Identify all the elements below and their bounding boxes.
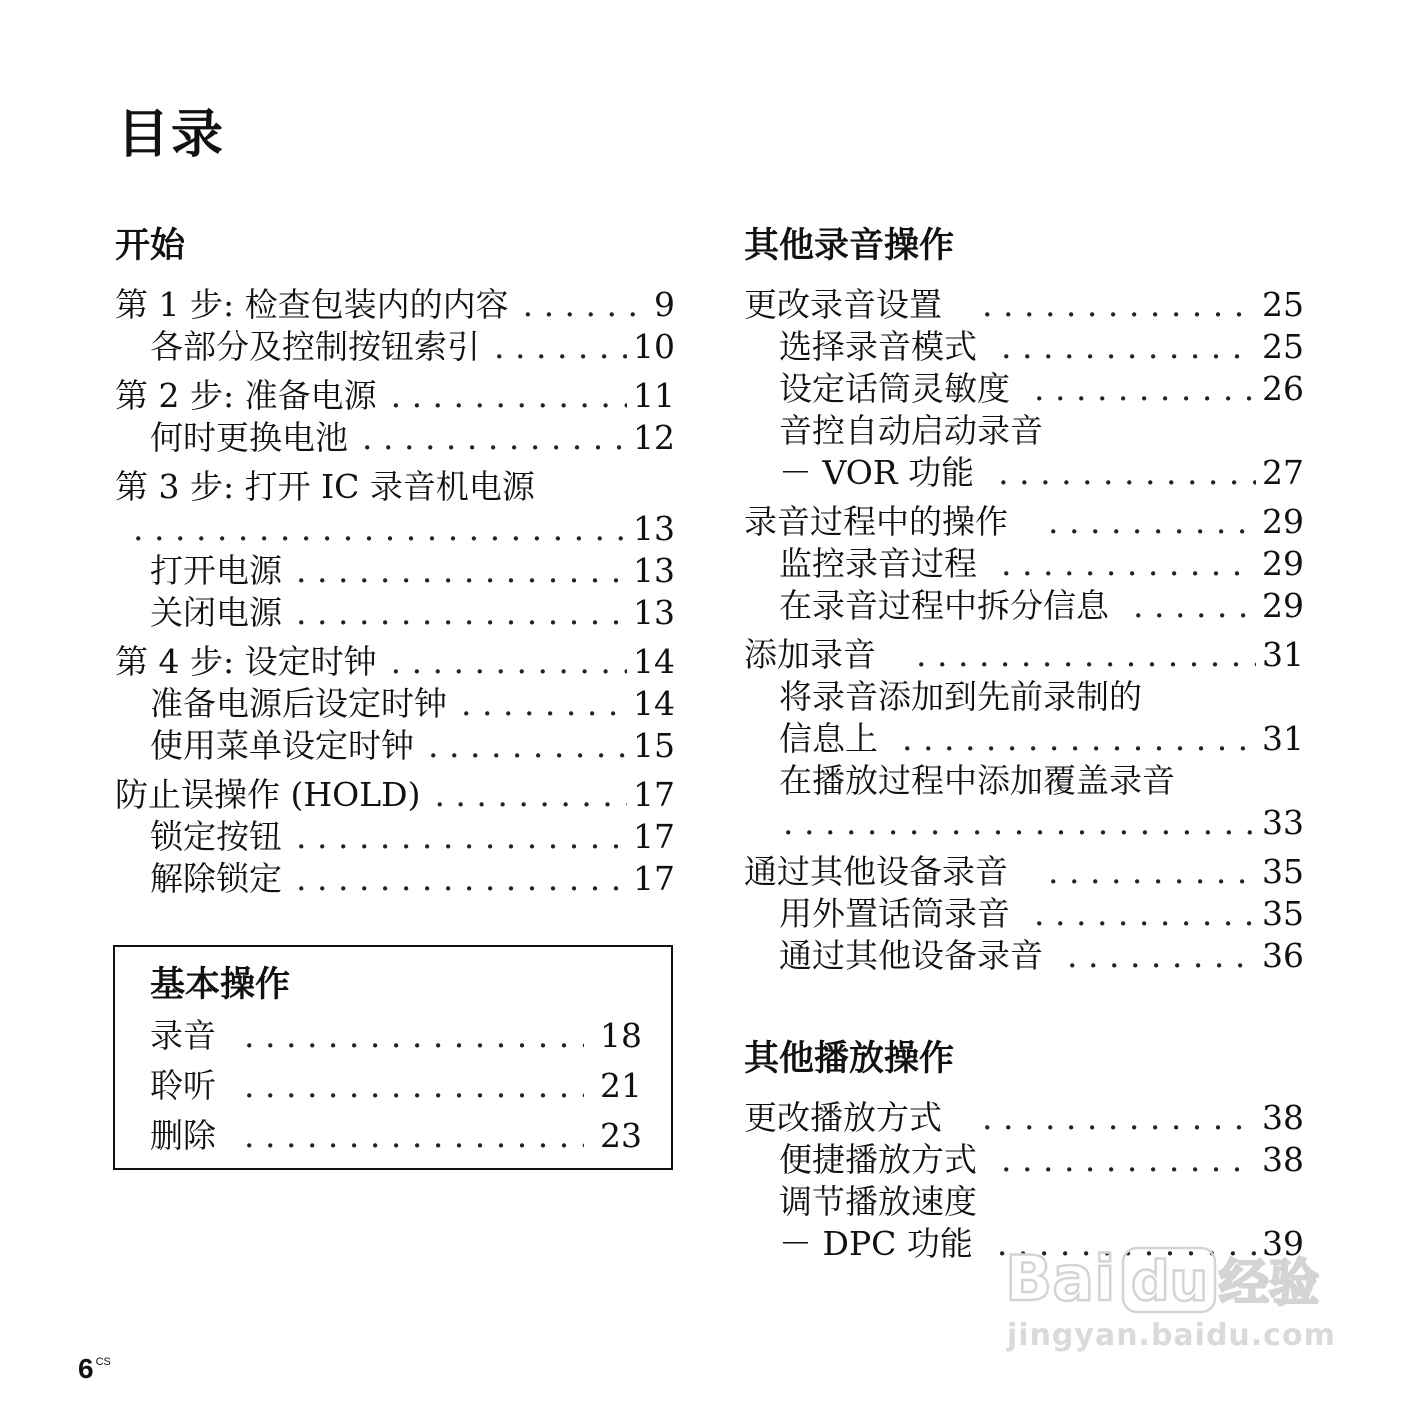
toc-entry-page: 36 — [1262, 936, 1304, 975]
svg-text:经验: 经验 — [1219, 1254, 1319, 1312]
toc-entry-label: 信息上 — [779, 719, 878, 758]
toc-entry-label: 解除锁定 — [150, 859, 282, 898]
toc-entry-label: 何时更换电池 — [150, 418, 348, 457]
leader-dots — [982, 1097, 1256, 1139]
leader-dots — [296, 592, 627, 634]
leader-dots — [244, 1011, 584, 1061]
toc-entry-label: 通过其他设备录音 — [779, 936, 1043, 975]
toc-entry-label: 更改录音设置 — [744, 285, 942, 324]
toc-entry[interactable] — [744, 851, 1304, 893]
toc-entry-label: 将录音添加到先前录制的 — [779, 677, 1142, 716]
toc-entry-page: 26 — [1262, 369, 1304, 408]
leader-dots — [1001, 543, 1256, 585]
toc-entry-page: 39 — [1262, 1224, 1304, 1263]
leader-dots — [1048, 851, 1256, 893]
toc-entry-label: 录音 — [150, 1016, 216, 1055]
toc-entry-page: 13 — [633, 593, 675, 632]
leader-dots — [1034, 893, 1256, 935]
leader-dots — [434, 774, 627, 816]
toc-entry-page: 27 — [1262, 453, 1304, 492]
toc-entry-page: 21 — [600, 1066, 642, 1105]
leader-dots — [1034, 368, 1256, 410]
leader-dots — [982, 284, 1256, 326]
toc-entry-continuation[interactable] — [115, 508, 675, 550]
leader-dots — [133, 508, 627, 550]
leader-dots — [296, 550, 627, 592]
toc-entry[interactable] — [115, 858, 675, 900]
toc-entry-continuation[interactable] — [744, 452, 1304, 494]
leader-dots — [916, 634, 1256, 676]
section-heading-other-recording: 其他录音操作 — [744, 226, 955, 266]
toc-entry-page: 17 — [633, 775, 675, 814]
toc-entry[interactable] — [115, 375, 675, 417]
toc-entry-page: 38 — [1262, 1140, 1304, 1179]
toc-entry-page: 35 — [1262, 894, 1304, 933]
toc-entry-label: 使用菜单设定时钟 — [150, 726, 414, 765]
toc-entry[interactable] — [744, 760, 1304, 802]
leader-dots — [296, 816, 627, 858]
toc-entry[interactable] — [115, 725, 675, 767]
leader-dots — [998, 452, 1256, 494]
toc-entry[interactable] — [744, 634, 1304, 676]
page-number-suffix: CS — [95, 1356, 111, 1368]
leader-dots — [902, 718, 1256, 760]
toc-entry-label: 删除 — [150, 1116, 216, 1155]
toc-entry-label: 第 1 步: 检查包装内的内容 — [115, 285, 509, 324]
toc-entry[interactable] — [115, 326, 675, 368]
toc-entry-page: 13 — [633, 551, 675, 590]
toc-entry-label: 聆听 — [150, 1066, 216, 1105]
toc-entry-page: 12 — [633, 418, 675, 457]
toc-entry-continuation[interactable] — [744, 718, 1304, 760]
section-heading-getting-started: 开始 — [115, 226, 186, 266]
toc-entry[interactable] — [744, 501, 1304, 543]
toc-entry[interactable] — [115, 284, 675, 326]
toc-entry-label: 调节播放速度 — [779, 1182, 977, 1221]
toc-entry-page: 9 — [654, 285, 675, 324]
baidu-logo-icon — [1005, 1238, 1335, 1320]
toc-entry-label: 音控自动启动录音 — [779, 411, 1043, 450]
section-heading-other-playback: 其他播放操作 — [744, 1039, 955, 1079]
toc-entry-page: 25 — [1262, 285, 1304, 324]
toc-entry-label: 锁定按钮 — [150, 817, 282, 856]
toc-entry-page: 18 — [600, 1016, 642, 1055]
page-number-value: 6 — [78, 1353, 94, 1384]
toc-entry-page: 25 — [1262, 327, 1304, 366]
toc-entry-page: 14 — [633, 684, 675, 723]
leader-dots — [391, 641, 627, 683]
toc-left-column — [115, 222, 675, 900]
leader-dots — [1067, 935, 1256, 977]
leader-dots — [391, 375, 627, 417]
toc-entry-page: 14 — [633, 642, 675, 681]
page-number — [78, 1346, 111, 1385]
toc-entry[interactable] — [150, 1111, 642, 1161]
toc-entry-page: 38 — [1262, 1098, 1304, 1137]
toc-entry[interactable] — [744, 676, 1304, 718]
leader-dots — [461, 683, 627, 725]
toc-entry[interactable] — [150, 1011, 642, 1061]
toc-entry-label: 准备电源后设定时钟 — [150, 684, 447, 723]
toc-entry[interactable] — [115, 816, 675, 858]
toc-entry-page: 15 — [633, 726, 675, 765]
toc-entry[interactable] — [744, 935, 1304, 977]
leader-dots — [1133, 585, 1256, 627]
leader-dots — [523, 284, 648, 326]
section-heading-basic-operations: 基本操作 — [150, 965, 291, 1005]
leader-dots — [1048, 501, 1256, 543]
toc-entry-page: 23 — [600, 1116, 642, 1155]
toc-entry-label: 关闭电源 — [150, 593, 282, 632]
toc-entry[interactable] — [744, 543, 1304, 585]
section-spacer — [744, 977, 1304, 1035]
toc-entry-label: － DPC 功能 — [779, 1224, 973, 1263]
toc-entry[interactable] — [115, 641, 675, 683]
toc-entry-label: 更改播放方式 — [744, 1098, 942, 1137]
toc-entry[interactable] — [744, 1181, 1304, 1223]
svg-text:Bai: Bai — [1005, 1242, 1116, 1315]
leader-dots — [1001, 326, 1256, 368]
leader-dots — [783, 802, 1256, 844]
baidu-watermark — [1005, 1238, 1335, 1358]
toc-entry-page: 31 — [1262, 719, 1304, 758]
toc-entry-label: 用外置话筒录音 — [779, 894, 1010, 933]
toc-entry-label: 打开电源 — [150, 551, 282, 590]
toc-entry[interactable] — [744, 284, 1304, 326]
toc-entry-page: 17 — [633, 817, 675, 856]
toc-entry-label: 便捷播放方式 — [779, 1140, 977, 1179]
toc-entry[interactable] — [744, 326, 1304, 368]
leader-dots — [494, 326, 627, 368]
leader-dots — [244, 1111, 584, 1161]
toc-entry[interactable] — [744, 1097, 1304, 1139]
toc-entry[interactable] — [744, 368, 1304, 410]
toc-entry[interactable] — [115, 550, 675, 592]
toc-entry-page: 17 — [633, 859, 675, 898]
leader-dots — [362, 417, 627, 459]
toc-entry-page: 29 — [1262, 586, 1304, 625]
leader-dots — [428, 725, 627, 767]
toc-entry-label: － VOR 功能 — [779, 453, 975, 492]
toc-entry[interactable] — [115, 592, 675, 634]
toc-entry[interactable] — [115, 683, 675, 725]
leader-dots — [1001, 1139, 1256, 1181]
toc-entry-label: 监控录音过程 — [779, 544, 977, 583]
toc-entry-page: 33 — [1262, 803, 1304, 842]
toc-entry[interactable] — [744, 585, 1304, 627]
toc-entry-page: 11 — [633, 376, 675, 415]
leader-dots — [244, 1061, 584, 1111]
toc-entry-label: 选择录音模式 — [779, 327, 977, 366]
toc-entry-label: 第 2 步: 准备电源 — [115, 376, 377, 415]
leader-dots — [296, 858, 627, 900]
toc-entry-label: 防止误操作 (HOLD) — [115, 775, 421, 814]
toc-entry[interactable] — [744, 1139, 1304, 1181]
toc-entry-label: 第 4 步: 设定时钟 — [115, 642, 377, 681]
toc-entry-page: 29 — [1262, 502, 1304, 541]
page-title: 目录 — [117, 105, 226, 165]
toc-entry-label: 录音过程中的操作 — [744, 502, 1008, 541]
toc-entry-label: 在录音过程中拆分信息 — [779, 586, 1109, 625]
toc-entry-page: 31 — [1262, 635, 1304, 674]
toc-entry[interactable] — [744, 410, 1304, 452]
basic-operations-box — [113, 945, 673, 1170]
toc-entry-page: 13 — [633, 509, 675, 548]
toc-entry[interactable] — [150, 1061, 642, 1111]
toc-entry-label: 通过其他设备录音 — [744, 852, 1008, 891]
toc-entry[interactable] — [115, 466, 675, 508]
toc-entry[interactable] — [115, 774, 675, 816]
toc-entry-label: 设定话筒灵敏度 — [779, 369, 1010, 408]
toc-entry-label: 各部分及控制按钮索引 — [150, 327, 480, 366]
toc-entry-label: 添加录音 — [744, 635, 876, 674]
toc-entry-label: 第 3 步: 打开 IC 录音机电源 — [115, 467, 535, 506]
toc-right-column — [744, 222, 1304, 1265]
toc-entry[interactable] — [744, 893, 1304, 935]
toc-entry-label: 在播放过程中添加覆盖录音 — [779, 761, 1175, 800]
toc-entry-page: 29 — [1262, 544, 1304, 583]
toc-entry-continuation[interactable] — [744, 802, 1304, 844]
watermark-url: jingyan.baidu.com — [1007, 1318, 1336, 1353]
svg-text:du: du — [1131, 1250, 1209, 1313]
toc-entry[interactable] — [115, 417, 675, 459]
toc-entry-page: 10 — [633, 327, 675, 366]
toc-entry-page: 35 — [1262, 852, 1304, 891]
